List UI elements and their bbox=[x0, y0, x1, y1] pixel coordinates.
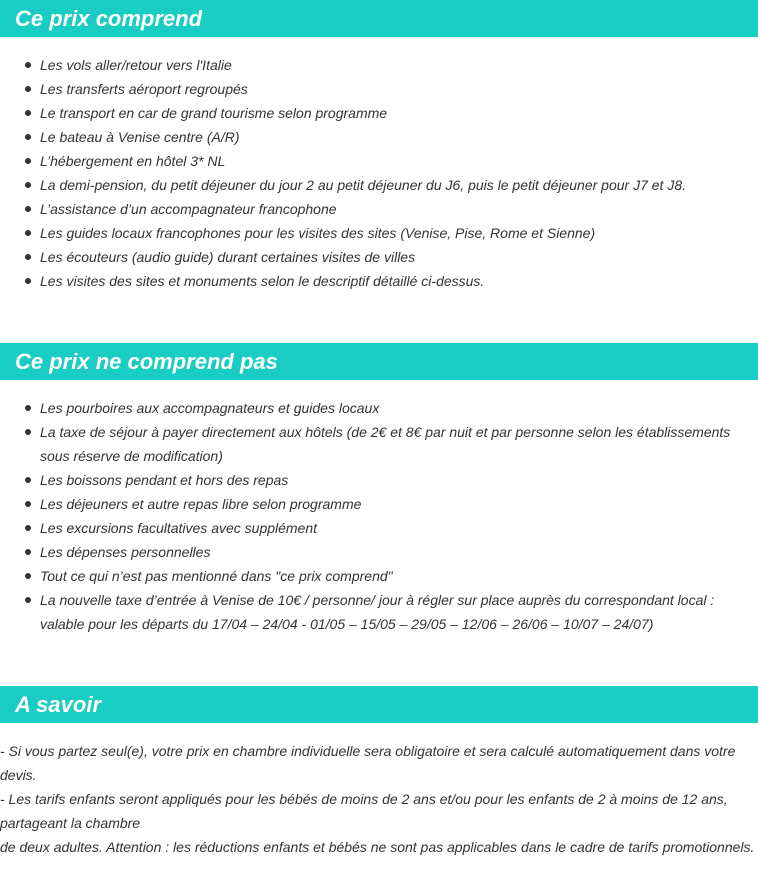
a-savoir-paragraph: - Les tarifs enfants seront appliqués pour les bébés de moins de 2 ans et/ou pour les enfants de 2 à moins de 12 ans, partageant la chambre bbox=[0, 791, 728, 831]
bullet-dot-icon bbox=[25, 429, 31, 435]
list-item-text: Les guides locaux francophones pour les visites des sites (Venise, Pise, Rome et Sienne) bbox=[40, 225, 596, 241]
list-item-text: Les pourboires aux accompagnateurs et guides locaux bbox=[40, 400, 380, 416]
a-savoir-text bbox=[0, 739, 756, 859]
bullet-dot-icon bbox=[25, 110, 31, 116]
list-item bbox=[0, 269, 740, 293]
list-item-text: Le bateau à Venise centre (A/R) bbox=[40, 129, 240, 145]
bullet-dot-icon bbox=[25, 206, 31, 212]
bullet-dot-icon bbox=[25, 501, 31, 507]
list-item bbox=[0, 221, 740, 245]
list-item bbox=[0, 468, 740, 492]
list-item-text: L’assistance d’un accompagnateur francophone bbox=[40, 201, 337, 217]
bullet-dot-icon bbox=[25, 405, 31, 411]
list-item-text: Les boissons pendant et hors des repas bbox=[40, 472, 289, 488]
section-title-ne-comprend-pas: Ce prix ne comprend pas bbox=[15, 349, 278, 374]
bullet-dot-icon bbox=[25, 158, 31, 164]
list-item-text: Les visites des sites et monuments selon le descriptif détaillé ci-dessus. bbox=[40, 273, 485, 289]
section-title-comprend: Ce prix comprend bbox=[15, 6, 203, 31]
section-header-a-savoir bbox=[0, 686, 758, 723]
list-item bbox=[0, 77, 740, 101]
list-item-text: Les transferts aéroport regroupés bbox=[40, 81, 248, 97]
bullet-dot-icon bbox=[25, 86, 31, 92]
bullet-dot-icon bbox=[25, 62, 31, 68]
list-item-text: Les excursions facultatives avec supplément bbox=[40, 520, 318, 536]
list-item bbox=[0, 173, 740, 197]
list-item bbox=[0, 588, 740, 636]
bullet-dot-icon bbox=[25, 597, 31, 603]
list-item-text: La nouvelle taxe d’entrée à Venise de 10€ / personne/ jour à régler sur place auprès du correspondant local : valable pour les départs du 17/04 – 24/04 - 01/05 – 15/05 – 29/05 – 12/06 – 26/06 – 10/07 – 24/07) bbox=[40, 592, 715, 632]
section-header-ne-comprend-pas bbox=[0, 343, 758, 380]
bullet-dot-icon bbox=[25, 254, 31, 260]
section-title-a-savoir: A savoir bbox=[15, 692, 102, 717]
list-item bbox=[0, 197, 740, 221]
section-header-comprend bbox=[0, 0, 758, 37]
list-item-text: Les déjeuners et autre repas libre selon programme bbox=[40, 496, 362, 512]
list-item-text: La taxe de séjour à payer directement aux hôtels (de 2€ et 8€ par nuit et par personne selon les établissements sous réserve de modification) bbox=[40, 424, 731, 464]
list-item-text: L’hébergement en hôtel 3* NL bbox=[40, 153, 226, 169]
bullet-dot-icon bbox=[25, 573, 31, 579]
list-item bbox=[0, 125, 740, 149]
list-item-text: Les vols aller/retour vers l'Italie bbox=[40, 57, 232, 73]
bullet-dot-icon bbox=[25, 134, 31, 140]
list-item bbox=[0, 540, 740, 564]
list-item-text: La demi-pension, du petit déjeuner du jour 2 au petit déjeuner du J6, puis le petit déjeuner pour J7 et J8. bbox=[40, 177, 686, 193]
included-list bbox=[0, 53, 740, 293]
list-item bbox=[0, 101, 740, 125]
list-item bbox=[0, 420, 740, 468]
excluded-list bbox=[0, 396, 740, 636]
bullet-dot-icon bbox=[25, 549, 31, 555]
list-item bbox=[0, 396, 740, 420]
bullet-dot-icon bbox=[25, 525, 31, 531]
list-item-text: Les écouteurs (audio guide) durant certaines visites de villes bbox=[40, 249, 416, 265]
bullet-dot-icon bbox=[25, 230, 31, 236]
list-item-text: Le transport en car de grand tourisme selon programme bbox=[40, 105, 388, 121]
list-item bbox=[0, 564, 740, 588]
bullet-dot-icon bbox=[25, 477, 31, 483]
a-savoir-paragraph: - Si vous partez seul(e), votre prix en chambre individuelle sera obligatoire et sera calculé automatiquement dans votre devis. bbox=[0, 743, 736, 783]
list-item bbox=[0, 516, 740, 540]
list-item-text: Tout ce qui n’est pas mentionné dans "ce prix comprend" bbox=[40, 568, 393, 584]
list-item bbox=[0, 245, 740, 269]
list-item bbox=[0, 492, 740, 516]
list-item-text: Les dépenses personnelles bbox=[40, 544, 211, 560]
a-savoir-paragraph: de deux adultes. Attention : les réductions enfants et bébés ne sont pas applicables dans le cadre de tarifs promotionnels. bbox=[0, 839, 755, 855]
bullet-dot-icon bbox=[25, 182, 31, 188]
list-item bbox=[0, 53, 740, 77]
list-item bbox=[0, 149, 740, 173]
bullet-dot-icon bbox=[25, 278, 31, 284]
